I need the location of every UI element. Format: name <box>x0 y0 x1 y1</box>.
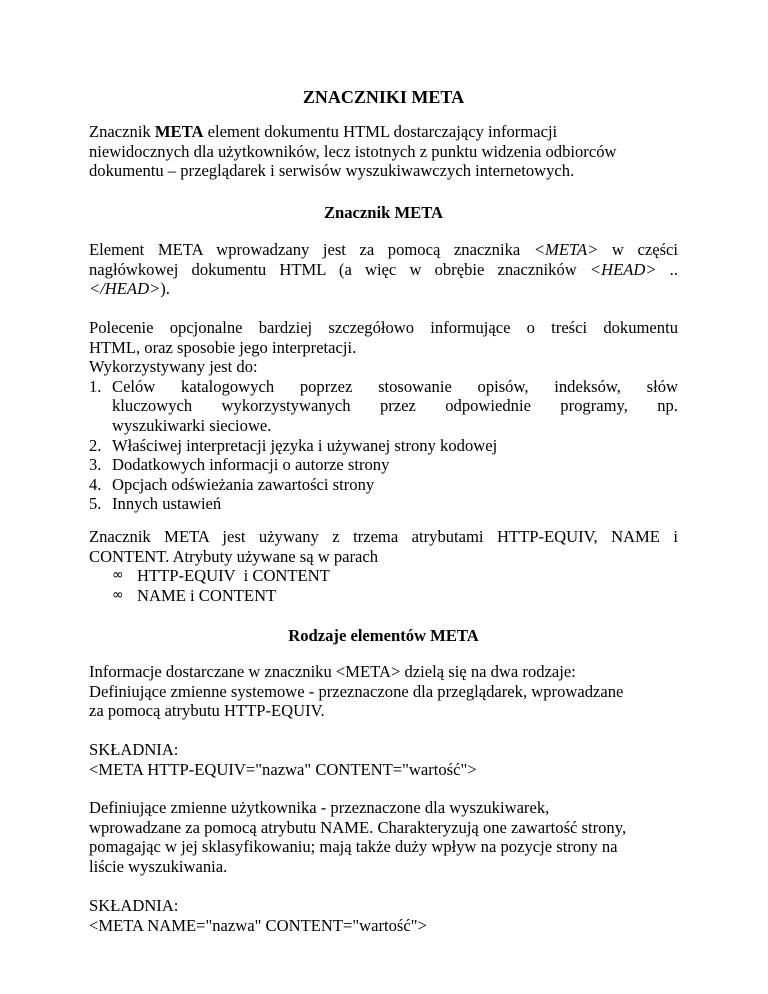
intro-paragraph <box>89 122 678 181</box>
head-close-tag-text: </HEAD> <box>89 279 161 299</box>
section1-p1-line-1 <box>89 240 678 260</box>
usage-list <box>89 377 678 514</box>
syntax-code: <META NAME="nazwa" CONTENT="wartość"> <box>89 915 427 935</box>
list-item <box>89 566 678 586</box>
infinity-bullet-icon: ∞ <box>112 567 124 584</box>
head-tag-text: <HEAD> <box>589 259 657 279</box>
list-item-number: 2. <box>89 435 102 455</box>
list-item <box>89 586 678 606</box>
intro-line-3: dokumentu – przeglądarek i serwisów wyszukiwawczych internetowych. <box>89 161 575 181</box>
section2-paragraph-1 <box>89 662 678 721</box>
section1-p2-line-2: HTML, oraz sposobie jego interpretacji. <box>89 337 357 357</box>
section2-p2-line-1: Definiujące zmienne użytkownika - przeznaczone dla wyszukiwarek, <box>89 798 550 817</box>
list-item-text: Innych ustawień <box>112 494 222 514</box>
section1-paragraph-2 <box>89 318 678 514</box>
syntax-label: SKŁADNIA: <box>89 896 179 915</box>
list-item-text: Opcjach odświeżania zawartości strony <box>112 474 375 494</box>
syntax-block-1 <box>89 740 678 779</box>
section2-p2-line-3: pomagając w jej sklasyfikowaniu; mają także duży wpływ na pozycje strony na <box>89 837 618 857</box>
section1-p1-line-2 <box>89 260 678 280</box>
list-item-text: NAME i CONTENT <box>137 585 277 605</box>
list-item-number: 4. <box>89 474 102 494</box>
section2-p2-line-4: liście wyszukiwania. <box>89 856 228 876</box>
section1-p1-line-3 <box>89 279 678 299</box>
list-item-text: kluczowych wykorzystywanych przez odpowiednie programy, np. <box>112 396 678 416</box>
section1-p3-line-2: CONTENT. Atrybuty używane są w parach <box>89 546 379 566</box>
section2-p2-line-2: wprowadzane za pomocą atrybutu NAME. Charakteryzują one zawartość strony, <box>89 817 627 837</box>
list-item-text: Właściwej interpretacji języka i używanej strony kodowej <box>112 435 498 455</box>
list-item-number: 3. <box>89 455 102 475</box>
list-item <box>89 475 678 495</box>
syntax-label: SKŁADNIA: <box>89 740 179 759</box>
section2-p1-line-1: Informacje dostarczane w znaczniku <META> dzielą się na dwa rodzaje: <box>89 662 576 681</box>
text-segment: Element META wprowadzany jest za pomocą znacznika <box>89 240 534 259</box>
section-heading-rodzaje: Rodzaje elementów META <box>288 626 479 645</box>
intro-prefix: Znacznik <box>89 122 155 141</box>
section2-p1-line-3: za pomocą atrybutu HTTP-EQUIV. <box>89 701 325 721</box>
section-heading-znacznik-meta: Znacznik META <box>323 203 444 222</box>
list-item-number: 1. <box>89 376 102 396</box>
list-item <box>89 455 678 475</box>
syntax-code: <META HTTP-EQUIV="nazwa" CONTENT="wartość"> <box>89 759 477 779</box>
intro-line-1-rest: element dokumentu HTML dostarczający informacji <box>203 122 558 141</box>
list-item-number: 5. <box>89 494 102 514</box>
list-item-text: Celów katalogowych poprzez stosowanie opisów, indeksów, słów <box>112 376 678 396</box>
meta-tag-text: <META> <box>533 240 599 259</box>
list-item-text: wyszukiwarki sieciowe. <box>112 415 272 435</box>
section1-paragraph-1 <box>89 240 678 299</box>
list-item <box>89 494 678 514</box>
section1-p2-line-1: Polecenie opcjonalne bardziej szczegółowo informujące o treści dokumentu <box>89 318 678 337</box>
syntax-block-2 <box>89 896 678 935</box>
infinity-bullet-icon: ∞ <box>112 586 124 603</box>
section2-p1-line-2: Definiujące zmienne systemowe - przeznaczone dla przeglądarek, wprowadzane <box>89 681 624 701</box>
list-item-text: Dodatkowych informacji o autorze strony <box>112 455 390 475</box>
text-segment: ). <box>160 279 170 299</box>
section1-paragraph-3 <box>89 527 678 605</box>
intro-bold-word: META <box>154 122 204 141</box>
list-item <box>89 436 678 456</box>
text-segment: .. <box>656 259 678 279</box>
intro-line-2: niewidocznych dla użytkowników, lecz istotnych z punktu widzenia odbiorców <box>89 141 617 161</box>
list-item-text: HTTP-EQUIV i CONTENT <box>137 566 330 586</box>
attribute-pairs-list <box>89 566 678 605</box>
text-segment: nagłówkowej dokumentu HTML (a więc w obrębie znaczników <box>89 259 590 279</box>
list-item <box>89 377 678 436</box>
section2-paragraph-2 <box>89 798 678 876</box>
section1-p3-line-1: Znacznik META jest używany z trzema atrybutami HTTP-EQUIV, NAME i <box>89 527 678 546</box>
section1-p2-line-3: Wykorzystywany jest do: <box>89 357 258 377</box>
intro-line-1 <box>89 122 678 142</box>
text-segment: w części <box>598 240 679 259</box>
page-title: ZNACZNIKI META <box>302 87 465 107</box>
